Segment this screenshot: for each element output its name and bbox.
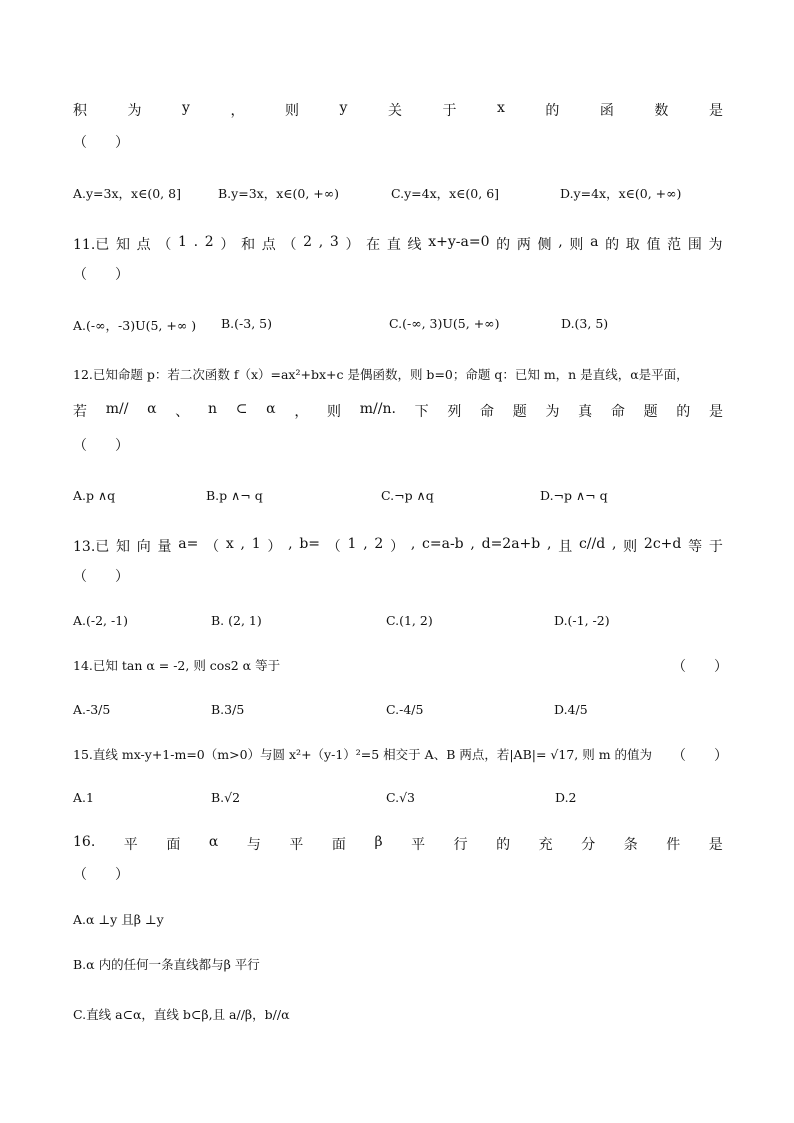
q16-stem-token: 件	[666, 837, 681, 853]
q11-stem-token: 围	[687, 237, 702, 253]
q12-stem-token: 为	[545, 404, 560, 420]
q12-stem-token: m//	[105, 401, 129, 417]
q11-answer-paren: （ ）	[73, 267, 129, 283]
q13-stem-token: （	[326, 539, 341, 555]
q12-stem-token: 命	[610, 404, 625, 420]
q13-stem-token: ,	[240, 536, 245, 552]
q15-option-a: A.1	[73, 790, 94, 805]
q14-option-d: D.4/5	[554, 702, 588, 717]
q11-stem-token: 值	[646, 237, 661, 253]
q12-stem-token: 题	[643, 404, 658, 420]
q16-option-b: B.α 内的任何一条直线都与β 平行	[73, 957, 260, 972]
q10-stem-token: 数	[654, 103, 669, 119]
q11-stem-token: 11.已	[73, 237, 110, 253]
q13-stem-token: 1	[251, 536, 261, 552]
q13-stem-token: d=2a+b	[481, 536, 541, 552]
q12-stem-token: 真	[578, 404, 593, 420]
q15-answer-paren: （ ）	[672, 748, 728, 764]
q11-stem-token: 点	[136, 237, 151, 253]
q13-stem-token: 则	[623, 539, 638, 555]
q12-stem-line1: 12.已知命题 p：若二次函数 f（x）=ax²+bx+c 是偶函数，则 b=0；命题 q：已知 m，n 是直线，α是平面，	[73, 367, 689, 382]
q13-options	[73, 613, 723, 633]
q10-stem-token: 积	[73, 103, 87, 119]
q10-stem-token: y	[182, 100, 190, 116]
q12-stem-token: α	[147, 401, 157, 417]
q14-answer-paren: （ ）	[672, 659, 728, 675]
q11-stem-token: 范	[667, 237, 682, 253]
q11-stem-token: 为	[708, 237, 723, 253]
q11-option-c: C.(-∞, 3)U(5, +∞)	[389, 316, 500, 331]
q11-stem-token: 3	[329, 234, 339, 250]
q12-stem-token: 则	[327, 404, 342, 420]
q15-options	[73, 790, 723, 810]
q16-stem-token: 面	[331, 837, 346, 853]
q16-answer-paren: （ ）	[73, 867, 129, 883]
q11-stem-token: ,	[558, 234, 563, 250]
q13-stem-token: 且	[558, 539, 573, 555]
q13-stem-token: 于	[708, 539, 723, 555]
q13-stem-token: ,	[470, 536, 475, 552]
q12-stem-token: 是	[708, 404, 723, 420]
q11-stem-token: a	[590, 234, 599, 250]
q12-stem-token: ，	[294, 404, 309, 420]
q11-stem-token: 直	[386, 237, 401, 253]
q16-option-a: A.α ⊥y 且β ⊥y	[73, 912, 164, 927]
q12-option-c: C.¬p ∧q	[381, 488, 434, 503]
q13-stem-token: a=	[178, 536, 199, 552]
q12-stem-token: 的	[676, 404, 691, 420]
q13-stem-token: ,	[611, 536, 617, 552]
q13-stem-token: c=a-b	[422, 536, 464, 552]
q13-stem-token: 2c+d	[643, 536, 682, 552]
q13-stem-token: 2	[374, 536, 384, 552]
q15-option-d: D.2	[555, 790, 577, 805]
q16-stem-token: 面	[166, 837, 181, 853]
q11-stem-token: 2	[303, 234, 313, 250]
q11-stem-token: （	[157, 237, 172, 253]
q11-stem-token: 的	[605, 237, 620, 253]
q12-stem-token: n	[208, 401, 218, 417]
q16-stem-token: α	[208, 834, 219, 850]
q13-stem-token: 1	[347, 536, 357, 552]
q13-stem-token: ,	[410, 536, 416, 552]
q12-option-b: B.p ∧¬ q	[206, 488, 263, 503]
q12-stem-token: m//n.	[359, 401, 396, 417]
q11-stem-token: 两	[516, 237, 531, 253]
q16-stem-token: 16.	[73, 834, 96, 850]
q12-stem-token: 题	[512, 404, 527, 420]
q10-stem-line	[73, 100, 723, 120]
q10-stem-token: ，	[230, 103, 245, 119]
q16-stem-token: 是	[708, 837, 723, 853]
q11-stem-token: 点	[261, 237, 276, 253]
q11-stem-token: 在	[366, 237, 381, 253]
q13-stem-line	[73, 536, 723, 556]
q10-stem-token: x	[496, 100, 505, 116]
q11-options	[73, 316, 723, 336]
q16-stem-token: 分	[581, 837, 596, 853]
q10-options	[73, 184, 723, 204]
q13-stem-token: ,	[288, 536, 293, 552]
q12-option-a: A.p ∧q	[73, 488, 116, 503]
q10-answer-paren: （ ）	[73, 135, 129, 151]
q12-stem-token: 、	[175, 404, 190, 420]
q11-stem-token: ,	[318, 234, 324, 250]
q11-stem-token: （	[282, 237, 297, 253]
q10-option-a: A.y=3x，x∈(0, 8]	[73, 186, 181, 201]
q12-stem-line2	[73, 401, 723, 421]
q16-stem-token: 平	[289, 837, 304, 853]
q12-options	[73, 488, 723, 508]
q13-answer-paren: （ ）	[73, 569, 129, 585]
q12-stem-token: 下	[414, 404, 429, 420]
q15-option-b: B.√2	[211, 790, 241, 805]
q10-option-b: B.y=3x，x∈(0, +∞)	[218, 186, 340, 201]
q12-stem-token: α	[266, 401, 276, 417]
q11-option-b: B.(-3, 5)	[221, 316, 272, 331]
q12-stem-token: 列	[447, 404, 462, 420]
q10-stem-token: 函	[599, 103, 614, 119]
q16-stem-line	[73, 834, 723, 854]
q10-stem-token: 是	[708, 103, 723, 119]
q12-option-d: D.¬p ∧¬ q	[540, 488, 608, 503]
q11-stem-token: 2	[204, 234, 214, 250]
q10-stem-token: 的	[545, 103, 560, 119]
q16-option-c: C.直线 a⊂α，直线 b⊂β,且 a//β，b//α	[73, 1007, 290, 1022]
q11-stem-token: 知	[115, 237, 130, 253]
q13-stem-token: 量	[157, 539, 172, 555]
q13-option-b: B. (2, 1)	[211, 613, 262, 628]
q16-stem-token: β	[374, 834, 383, 850]
q12-stem-token: 若	[73, 404, 87, 420]
q13-option-d: D.(-1, -2)	[554, 613, 610, 628]
q11-stem-token: ）	[345, 237, 360, 253]
q10-stem-token: 则	[284, 103, 299, 119]
q10-stem-token: y	[339, 100, 348, 116]
q13-stem-token: b=	[299, 536, 321, 552]
q15-stem: 15.直线 mx-y+1-m=0（m>0）与圆 x²+（y-1）²=5 相交于 A、B 两点，若|AB|= √17, 则 m 的值为	[73, 747, 653, 762]
q11-stem-token: 1	[178, 234, 187, 250]
q12-stem-token: 命	[480, 404, 495, 420]
q11-stem-token: 线	[407, 237, 422, 253]
q12-answer-paren: （ ）	[73, 438, 129, 454]
q13-stem-token: 知	[116, 539, 131, 555]
q13-stem-token: x	[225, 536, 234, 552]
q16-stem-token: 行	[453, 837, 468, 853]
q13-stem-token: ）	[267, 539, 282, 555]
q11-option-d: D.(3, 5)	[561, 316, 609, 331]
q13-stem-token: 13.已	[73, 539, 110, 555]
q13-stem-token: （	[205, 539, 220, 555]
q16-stem-token: 条	[623, 837, 638, 853]
q16-stem-token: 平	[411, 837, 426, 853]
q10-stem-token: 为	[127, 103, 142, 119]
q16-stem-token: 的	[496, 837, 511, 853]
q16-stem-token: 充	[538, 837, 553, 853]
q13-stem-token: ）	[390, 539, 405, 555]
q14-option-b: B.3/5	[211, 702, 245, 717]
q13-stem-token: ,	[547, 536, 552, 552]
q15-option-c: C.√3	[386, 790, 416, 805]
q10-stem-token: 关	[387, 103, 402, 119]
q11-stem-token: 侧	[537, 237, 552, 253]
q11-stem-token: .	[193, 234, 199, 250]
q10-option-c: C.y=4x，x∈(0, 6]	[391, 186, 500, 201]
q11-stem-token: ）	[220, 237, 235, 253]
q11-stem-token: 的	[496, 237, 511, 253]
q11-option-a: A.(-∞，-3)U(5, +∞ )	[73, 318, 197, 333]
q16-stem-token: 平	[123, 837, 138, 853]
q13-option-c: C.(1, 2)	[386, 613, 433, 628]
q10-stem-token: 于	[442, 103, 457, 119]
q11-stem-token: 取	[625, 237, 640, 253]
q11-stem-line	[73, 234, 723, 254]
q13-stem-token: c//d	[578, 536, 606, 552]
q13-stem-token: 向	[136, 539, 151, 555]
q13-stem-token: ,	[363, 536, 368, 552]
q13-option-a: A.(-2, -1)	[73, 613, 129, 628]
q14-options	[73, 702, 723, 722]
q14-option-c: C.-4/5	[386, 702, 424, 717]
q11-stem-token: 则	[569, 237, 584, 253]
q10-option-d: D.y=4x，x∈(0, +∞)	[560, 186, 682, 201]
q13-stem-token: 等	[688, 539, 703, 555]
q14-option-a: A.-3/5	[73, 702, 111, 717]
q14-stem: 14.已知 tan α = -2, 则 cos2 α 等于	[73, 658, 281, 673]
q11-stem-token: x+y-a=0	[428, 234, 490, 250]
q11-stem-token: 和	[241, 237, 256, 253]
q16-stem-token: 与	[246, 837, 261, 853]
q12-stem-token: ⊂	[235, 401, 248, 417]
